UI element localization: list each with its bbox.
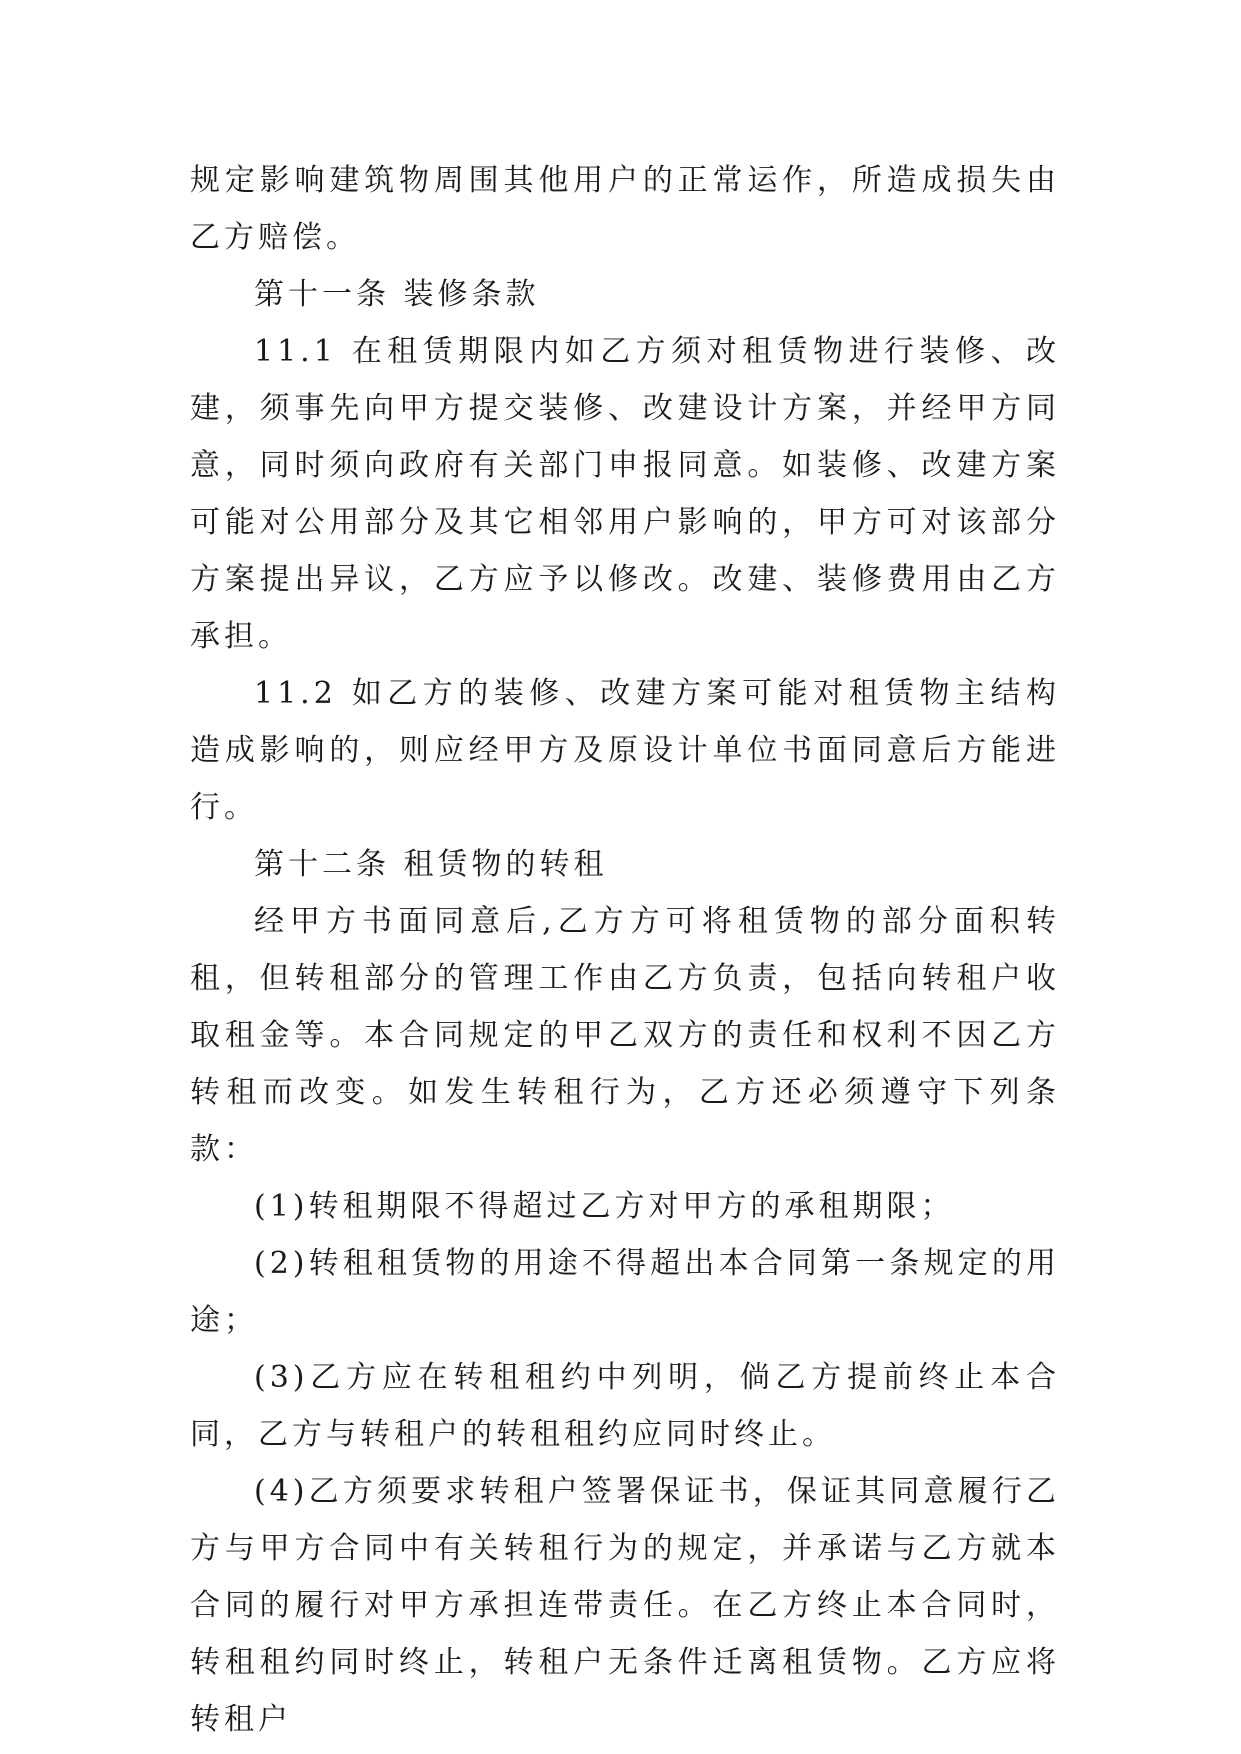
sublease-item-4: (4)乙方须要求转租户签署保证书，保证其同意履行乙方与甲方合同中有关转租行为的规定，并承诺与乙方就本合同的履行对甲方承担连带责任。在乙方终止本合同时，转租租约同时终止，转租户无条件迁离租赁物。乙方应将转租户 [190,1474,1060,1737]
article-12-heading: 第十二条 租赁物的转租 [254,847,608,882]
clause-11-1: 11.1 在租赁期限内如乙方须对租赁物进行装修、改建，须事先向甲方提交装修、改建设计方案，并经甲方同意，同时须向政府有关部门申报同意。如装修、改建方案可能对公用部分及其它相邻用户影响的，甲方可对该部分方案提出异议，乙方应予以修改。改建、装修费用由乙方承担。 [190,334,1060,654]
sublease-item-2: (2)转租租赁物的用途不得超出本合同第一条规定的用途； [190,1246,1060,1338]
article-11-heading: 第十一条 装修条款 [254,277,540,312]
article-12-body: 经甲方书面同意后,乙方方可将租赁物的部分面积转租，但转租部分的管理工作由乙方负责，包括向转租户收取租金等。本合同规定的甲乙双方的责任和权利不因乙方转租而改变。如发生转租行为，乙方还必须遵守下列条款： [190,904,1060,1167]
document-body [190,152,1060,1748]
sublease-item-3: (3)乙方应在转租租约中列明，倘乙方提前终止本合同，乙方与转租户的转租租约应同时终止。 [190,1360,1060,1452]
sublease-item-1: (1)转租期限不得超过乙方对甲方的承租期限； [254,1189,955,1224]
clause-11-2: 11.2 如乙方的装修、改建方案可能对租赁物主结构造成影响的，则应经甲方及原设计单位书面同意后方能进行。 [190,676,1060,825]
paragraph-continuation: 规定影响建筑物周围其他用户的正常运作，所造成损失由乙方赔偿。 [190,163,1060,255]
